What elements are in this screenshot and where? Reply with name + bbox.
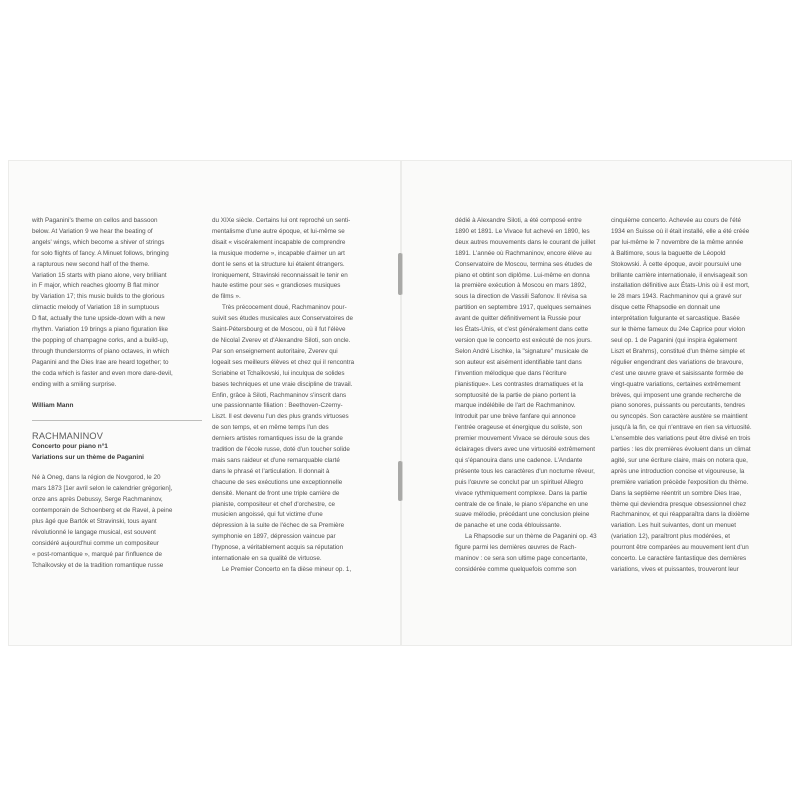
composer-heading: RACHMANINOV — [32, 431, 104, 442]
booklet-spread — [8, 160, 792, 646]
french-paragraph: dédié à Alexandre Siloti, a été composé entre 1890 et 1891. Le Vivace fut achevé en 1890, les deux autres mouvements dans le courant de juillet 1891. L'année où Rachmaninov, encore élève au Conservatoire de Moscou, termina ses études de piano et obtint son diplôme. Lui-même en donna la première exécution à Moscou en mars 1892, sous la direction de Vassili Safonov. Il révisa sa partition en septembre 1917, quelques semaines avant de quitter définitivement la Russie pour les États-Unis, et c'est généralement dans cette version que le concerto est exécuté de nos jours. Selon André Lischke, la "signature" musicale de son auteur est aisément identifiable tant dans l'invention mélodique que dans l'écriture pianistique». Les contrastes dramatiques et la somptuosité de la partie de piano portent la marque indélébile de l'art de Rachmaninov. Introduit par une brève fanfare qui annonce l'entrée orageuse et énergique du soliste, son premier mouvement Vivace se déroule sous des éclairages divers avec une virtuosité extrêmement qui s'épanouira dans une cadence. L'Andante présente tous les caractères d'un nocturne rêveur, puis l'œuvre se conclut par un spirituel Allegro vivace rythmiquement complexe. Dans la partie centrale de ce finale, le piano s'épanche en une suave mélodie, précédant une conclusion pleine de panache et une coda éblouissante. — [455, 217, 596, 530]
bottom-staple — [398, 461, 402, 501]
french-paragraph: Le Premier Concerto en fa dièse mineur op. 1, — [222, 566, 352, 573]
column-4 — [611, 216, 791, 576]
french-paragraph: du XIXe siècle. Certains lui ont reproché un senti- mentalisme d'une autre époque, et lui-même se disait « viscéralement incapable de comprendre la musique moderne », incapable d'aimer un art dont le sens et la structure lui étaient étrangers. Ironiquement, Stravinski reconnaissait le tenir en haute estime pour ses « grandioses musiques de films ». — [212, 217, 351, 301]
center-fold — [400, 161, 402, 645]
french-paragraph: Très précocement doué, Rachmaninov pour- suivit ses études musicales aux Conservatoires de Saint-Pétersbourg et de Moscou, où il fut l'élève de Nicolaï Zverev et d'Alexandre Siloti, son oncle. Par son enseignement autoritaire, Zverev qui logeait ses meilleurs élèves et chez qui il rencontra Scriabine et Tchaïkovski, lui inculqua de solides bases techniques et une vraie discipline de travail. Enfin, grâce à Siloti, Rachmaninov s'inscrit dans une passionnante filiation : Beethoven-Czerny- Liszt. Il est devenu l'un des plus grands virtuoses de son temps, et en même temps l'un des derniers artistes romantiques issu de la grande tradition de l'école russe, doté d'un toucher solide mais sans raideur et d'une remarquable clarté dans le phrasé et l'articulation. Il donnait à chacune de ses exécutions une exceptionnelle densité. Menant de front une triple carrière de pianiste, compositeur et chef d'orchestre, ce musicien angoissé, qui fut victime d'une dépression à la suite de l'échec de sa Première symphonie en 1897, dépression vaincue par l'hypnose, a véritablement acquis sa réputation internationale en sa qualité de virtuose. — [212, 304, 355, 563]
work-title-line-2: Variations sur un thème de Paganini — [32, 453, 144, 461]
column-1 — [32, 216, 212, 572]
author-credit: William Mann — [32, 401, 74, 409]
english-paragraph: with Paganini's theme on cellos and bassoon below. At Variation 9 we hear the beating of angels' wings, which become a shiver of strings for solo flights of fancy. A Minuet follows, bringing a rapturous new second half of the theme. Variation 15 starts with piano alone, very brilliant in F major, which reaches gloomy B flat minor by Variation 17; this music builds to the glorious climactic melody of Variation 18 in sumptuous D flat, actually the tune upside-down with a new rhythm. Variation 19 brings a piano figuration like the popping of champagne corks, and a build-up, through thunderstorms of piano octaves, in which Paganini and the Dies Irae are heard together; to the coda which is faster and even more dare-devil, ending with a smiling surprise. — [32, 217, 173, 388]
column-2 — [212, 216, 392, 576]
section-divider — [32, 420, 202, 421]
work-title-line-1: Concerto pour piano n°1 — [32, 443, 108, 451]
work-title — [32, 442, 212, 463]
top-staple — [398, 253, 402, 295]
column-3 — [455, 216, 635, 576]
french-paragraph: Né à Oneg, dans la région de Novgorod, le 20 mars 1873 [1er avril selon le calendrier grégorien], onze ans après Debussy, Serge Rachmaninov, contemporain de Schoenberg et de Ravel, à peine plus âgé que Bartók et Stravinski, tous ayant révolutionné le langage musical, est souvent considéré aujourd'hui comme un compositeur « post-romantique », marqué par l'influence de Tchaïkovsky et de la tradition romantique russe — [32, 474, 173, 569]
french-paragraph: cinquième concerto. Achevée au cours de l'été 1934 en Suisse où il était installé, elle a été créée par lui-même le 7 novembre de la même année à Baltimore, sous la baguette de Léopold Stokowski. À cette époque, avoir poursuivi une brillante carrière internationale, il envisageait son installation définitive aux États-Unis où il est mort, le 28 mars 1943. Rachmaninov qui a gravé sur disque cette Rhapsodie en donnait une interprétation fulgurante et sarcastique. Basée sur le thème fameux du 24e Caprice pour violon seul op. 1 de Paganini (qui inspira également Liszt et Brahms), constitué d'un thème simple et régulier engendrant des variations de bravoure, c'est une œuvre grave et saisissante formée de vingt-quatre variations, certaines extrêmement brèves, qui imposent une grande recherche de piano sonores, puissants ou percutants, tendres ou syncopés. Son caractère austère se maintient jusqu'à la fin, ce qui n'entrave en rien sa virtuosité. L'ensemble des variations peut être divisé en trois parties : les dix premières évoluent dans un climat agité, sur une écriture claire, mais on notera que, après une introduction concise et vigoureuse, la première variation précède l'exposition du thème. Dans la septième réentrit un sombre Dies Irae, thème qui deviendra presque obsessionnel chez Rachmaninov, et qui réapparaîtra dans la dixième variation. Les huit suivantes, dont un menuet (variation 12), paraîtront plus modérées, et pourront être comparées au mouvement lent d'un concerto. Le caractère fantastique des dernières variations, vives et puissantes, trouveront leur — [611, 217, 752, 573]
french-paragraph: La Rhapsodie sur un thème de Paganini op. 43 figure parmi les dernières œuvres de Rach- maninov : ce sera son ultime page concertante, considérée comme quelquefois comme son — [455, 533, 597, 573]
